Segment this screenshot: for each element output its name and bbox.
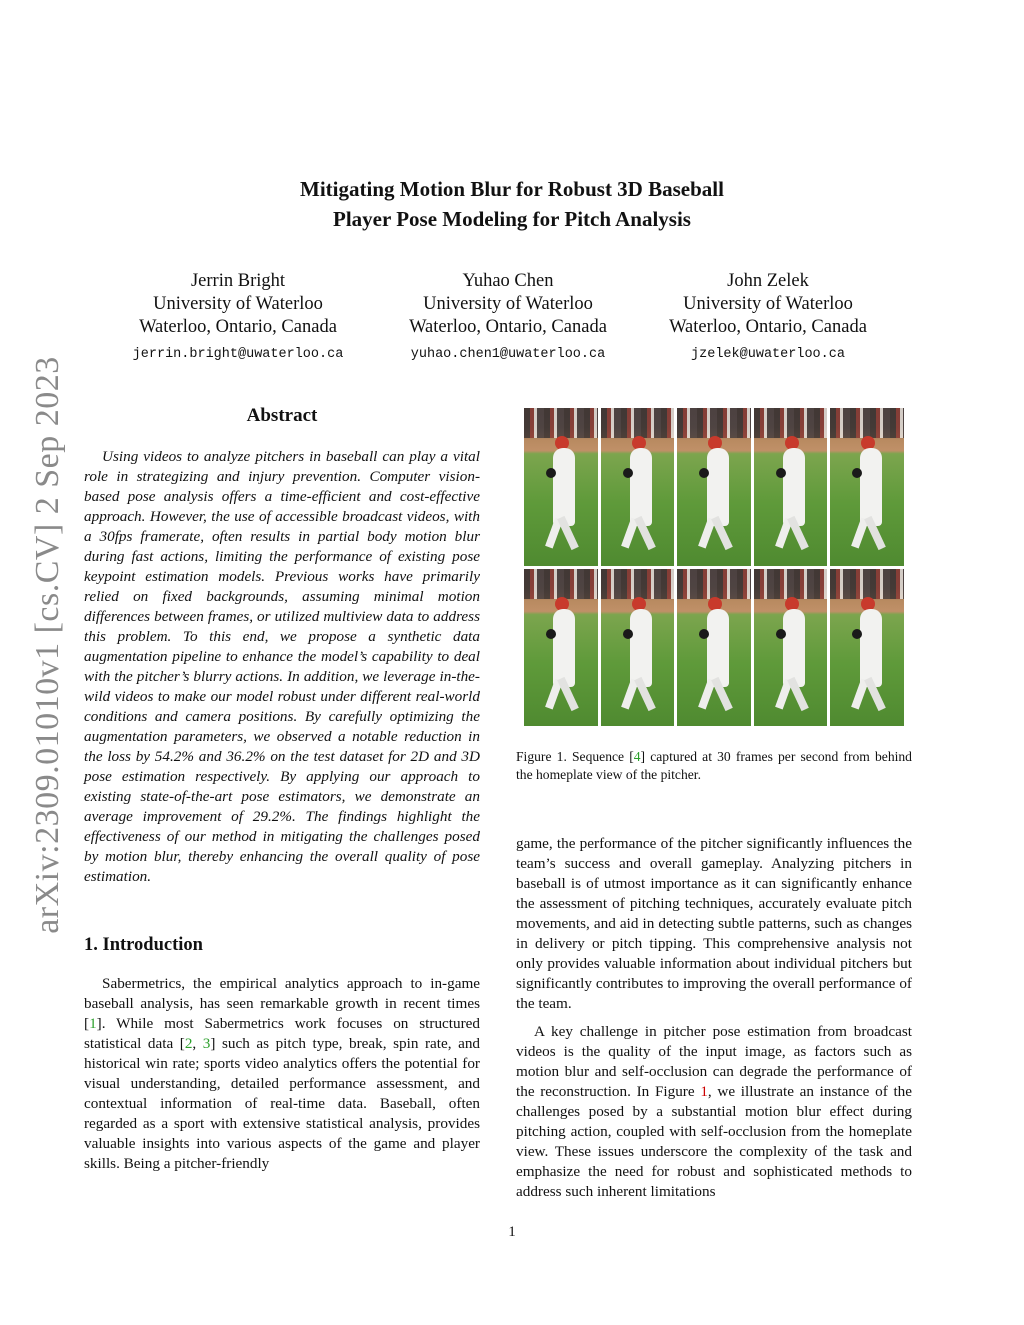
author-affiliation: University of Waterloo [153,294,323,314]
video-frame [677,408,751,566]
page-number: 1 [508,1224,516,1240]
author-3 [618,270,918,366]
paper-title [0,174,1024,234]
author-2 [358,270,658,366]
figure-1-caption [516,748,912,784]
video-frame [524,408,598,566]
author-name: Jerrin Bright [190,271,286,291]
author-email[interactable]: jerrin.bright@uwaterloo.ca [132,347,344,362]
author-name: John Zelek [727,271,809,291]
text-run: A key challenge in pitcher pose estimation from broadcast videos is the quality of the input image, as factors such as motion blur and self-occlusion can degrade the performance of the reconstruction. In Figure [516,1023,912,1100]
author-location: Waterloo, Ontario, Canada [409,317,607,337]
figure-reference-link[interactable]: 1 [700,1083,708,1100]
left-column [84,405,480,1174]
figure-1-image-grid [524,408,904,726]
text-run: ] such as pitch type, break, spin rate, and historical win rate; sports video analytics offers the potential for visual understanding, detailed performance assessment, and contextual information of real-time data. Baseball, often regarded as a sport with extensive statistical analysis, provides valuable insights into various aspects of the game and player skills. Being a pitcher-friendly [84,1035,481,1172]
video-frame [754,408,828,566]
arxiv-stamp[interactable]: arXiv:2309.01010v1 [cs.CV] 2 Sep 2023 [29,356,66,934]
video-frame [830,569,904,727]
text-run: Sabermetrics, the empirical analytics approach to in-game baseball analysis, has seen remarkable growth in recent times [ [84,975,480,1032]
author-email[interactable]: yuhao.chen1@uwaterloo.ca [410,347,606,362]
citation-link[interactable]: 3 [202,1035,211,1052]
title-line-1: Mitigating Motion Blur for Robust 3D Baseball [300,177,724,201]
author-location: Waterloo, Ontario, Canada [669,317,867,337]
text-run: ] captured at 30 frames per second from behind the homeplate view of the pitcher. [516,749,912,782]
author-affiliation: University of Waterloo [423,294,593,314]
video-frame [677,569,751,727]
text-run: , we illustrate an instance of the challenges posed by a substantial motion blur effect during pitching action, coupled with self-occlusion from the homeplate view. These issues underscore the complexity of the task and emphasize the need for robust and sophisticated methods to address such inherent limitations [516,1083,913,1200]
video-frame [754,569,828,727]
intro-paragraph-1 [84,974,480,1174]
citation-link[interactable]: 2 [184,1035,193,1052]
abstract-text: Using videos to analyze pitchers in baseball can play a vital role in strategizing and injury prevention. Computer vision-based pose analysis offers a time-efficient and cost-effective approach. However, the use of accessible broadcast videos, with a 30fps framerate, often results in partial body motion blur during fast actions, limiting the performance of existing pose keypoint estimation models. Previous works have primarily relied on fixed backgrounds, assuming minimal motion differences between frames, or utilized multiview data to address this problem. To this end, we propose a synthetic data augmentation pipeline to enhance the model’s capability to deal with the pitcher’s blurry actions. In addition, we leverage in-the-wild videos to make our model robust under different real-world conditions and camera positions. By carefully optimizing the augmentation parameters, we observed a notable reduction in the loss by 54.2% and 36.2% on the test dataset for 2D and 3D pose estimation respectively. By applying our approach to existing state-of-the-art pose estimators, we demonstrate an average improvement of 29.2%. The findings highlight the effectiveness of our method in mitigating the challenges posed by motion blur, thereby enhancing the overall quality of pose estimation. [84,448,480,885]
video-frame [601,408,675,566]
citation-link[interactable]: 1 [89,1015,97,1032]
author-1 [88,270,388,366]
text-run: ]. While most Sabermetrics work focuses on structured statistical data [ [84,1015,480,1052]
title-line-2: Player Pose Modeling for Pitch Analysis [333,207,691,231]
abstract-heading: Abstract [246,405,318,426]
video-frame [830,408,904,566]
text-run: , [192,1035,203,1052]
citation-link[interactable]: 4 [633,749,641,764]
author-location: Waterloo, Ontario, Canada [139,317,337,337]
right-column [516,408,912,1202]
video-frame [601,569,675,727]
intro-paragraph-continued: game, the performance of the pitcher significantly influences the team’s success and overall gameplay. Analyzing pitchers in baseball is of utmost importance as it can significantly enhance the assessment of pitching techniques, accurately evaluate pitch movements, and aid in detecting subtle patterns, such as changes in delivery or pitch tipping. This comprehensive analysis not only provides valuable information about individual pitchers but significantly contributes to improving the overall performance of the team. [516,835,912,1012]
intro-paragraph-2 [516,1022,912,1202]
author-email[interactable]: jzelek@uwaterloo.ca [691,347,845,362]
section-heading-introduction: 1. Introduction [84,935,203,955]
text-run: Figure 1. Sequence [ [516,749,634,764]
video-frame [524,569,598,727]
author-affiliation: University of Waterloo [683,294,853,314]
author-name: Yuhao Chen [462,271,554,291]
